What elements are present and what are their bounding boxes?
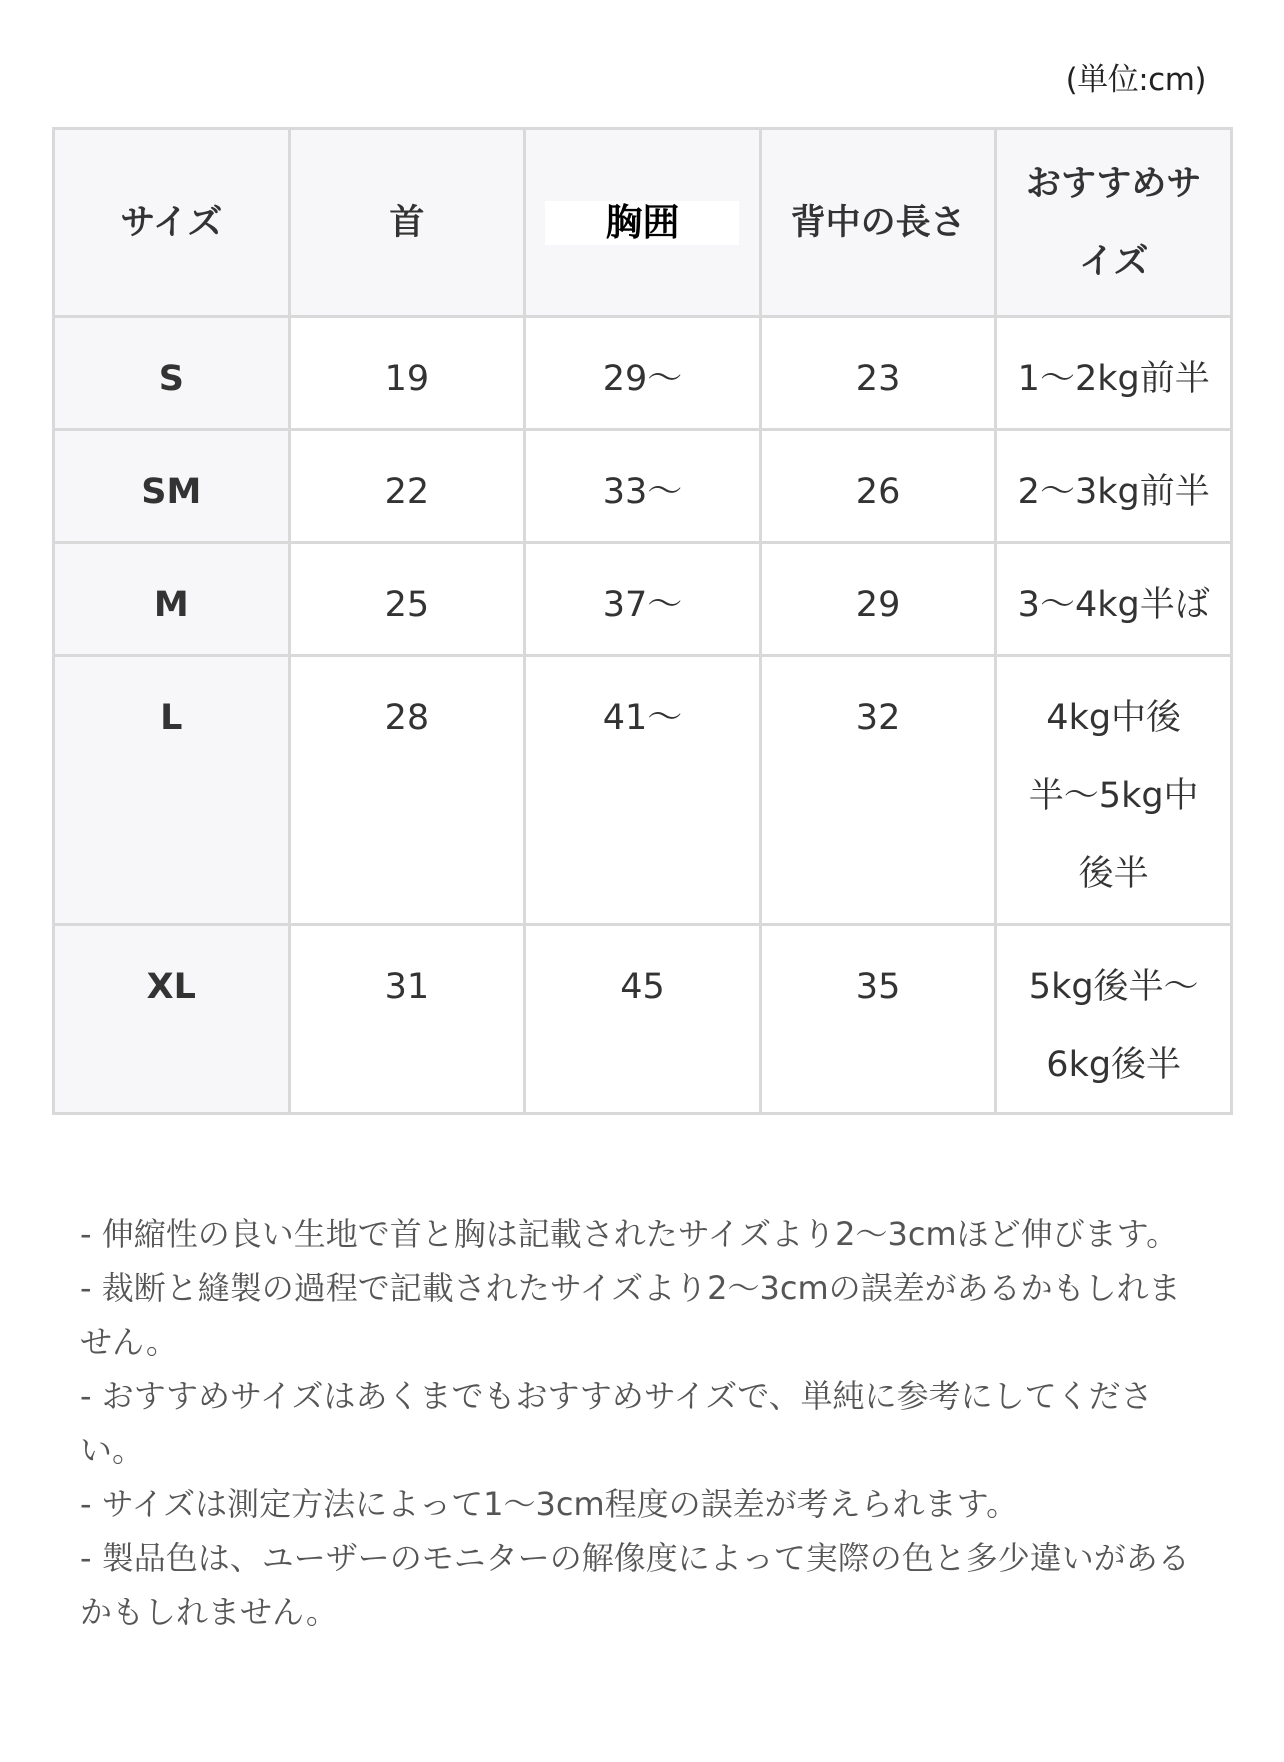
note-item: - おすすめサイズはあくまでもおすすめサイズで、単純に参考にしてください。 <box>80 1377 1153 1469</box>
back-length-cell: 32 <box>760 656 996 925</box>
note-item: - 製品色は、ユーザーのモニターの解像度によって実際の色と多少違いがあるかもしれません。 <box>80 1539 1190 1631</box>
header-size: サイズ <box>54 129 290 317</box>
neck-cell: 25 <box>289 543 525 656</box>
size-cell: S <box>54 317 290 430</box>
chest-cell: 29〜 <box>525 317 761 430</box>
header-chest: 胸囲 <box>525 129 761 317</box>
note-item: - 伸縮性の良い生地で首と胸は記載されたサイズより2〜3cmほど伸びます。 <box>80 1215 1179 1253</box>
back-length-cell: 26 <box>760 430 996 543</box>
chest-cell: 37〜 <box>525 543 761 656</box>
size-cell: L <box>54 656 290 925</box>
recommended-cell: 3〜4kg半ば <box>996 543 1232 656</box>
chest-cell: 33〜 <box>525 430 761 543</box>
table-row <box>54 543 1232 656</box>
size-table <box>52 127 1233 1115</box>
recommended-cell: 5kg後半〜6kg後半 <box>996 925 1232 1114</box>
size-cell: XL <box>54 925 290 1114</box>
header-back-length: 背中の長さ <box>760 129 996 317</box>
notes <box>80 1207 1190 1639</box>
chest-cell: 41〜 <box>525 656 761 925</box>
size-cell: SM <box>54 430 290 543</box>
header-neck: 首 <box>289 129 525 317</box>
unit-label: (単位:cm) <box>1065 62 1206 98</box>
table-row <box>54 925 1232 1114</box>
back-length-cell: 29 <box>760 543 996 656</box>
header-recommended: おすすめサイズ <box>996 129 1232 317</box>
recommended-cell: 4kg中後半〜5kg中後半 <box>996 656 1232 925</box>
back-length-cell: 35 <box>760 925 996 1114</box>
note-item: - サイズは測定方法によって1〜3cm程度の誤差が考えられます。 <box>80 1485 1019 1523</box>
size-cell: M <box>54 543 290 656</box>
table-row <box>54 317 1232 430</box>
recommended-cell: 2〜3kg前半 <box>996 430 1232 543</box>
table-row <box>54 656 1232 925</box>
neck-cell: 22 <box>289 430 525 543</box>
table-header-row <box>54 129 1232 317</box>
neck-cell: 19 <box>289 317 525 430</box>
recommended-cell: 1〜2kg前半 <box>996 317 1232 430</box>
note-item: - 裁断と縫製の過程で記載されたサイズより2〜3cmの誤差があるかもしれません。 <box>80 1269 1181 1361</box>
chest-cell: 45 <box>525 925 761 1114</box>
neck-cell: 31 <box>289 925 525 1114</box>
neck-cell: 28 <box>289 656 525 925</box>
table-row <box>54 430 1232 543</box>
back-length-cell: 23 <box>760 317 996 430</box>
